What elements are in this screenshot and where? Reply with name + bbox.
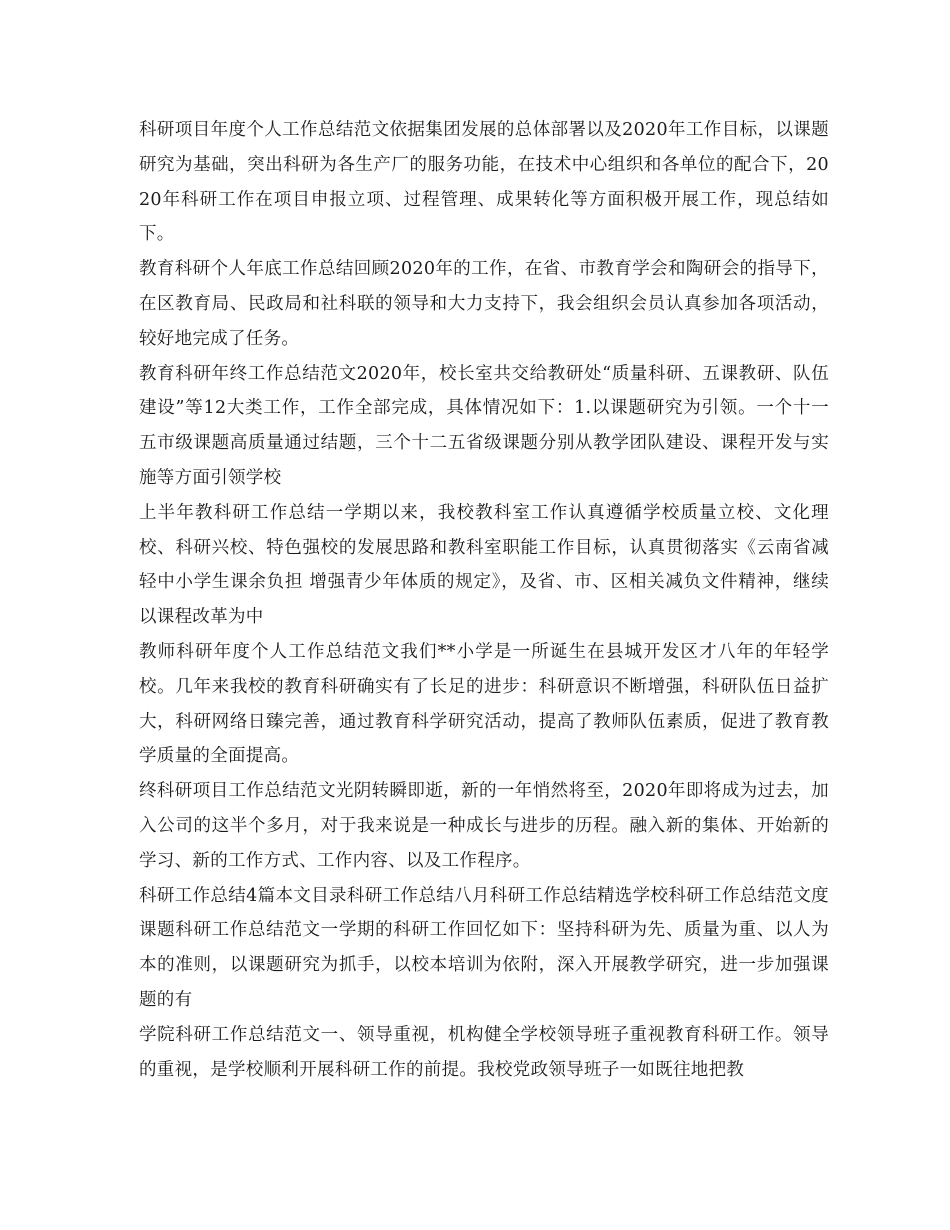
- paragraph-6: 终科研项目工作总结范文光阴转瞬即逝，新的一年悄然将至，2020年即将成为过去，加入公司的这半个多月，对于我来说是一种成长与进步的历程。融入新的集体、开始新的学习、新的工作方式、工作内容、以及工作程序。: [139, 781, 829, 871]
- paragraph-1: 科研项目年度个人工作总结范文依据集团发展的总体部署以及2020年工作目标，以课题研究为基础，突出科研为各生产厂的服务功能，在技术中心组织和各单位的配合下，2020年科研工作在项目申报立项、过程管理、成果转化等方面积极开展工作，现总结如下。: [139, 120, 829, 245]
- paragraph-5: 教师科研年度个人工作总结范文我们**小学是一所诞生在县城开发区才八年的年轻学校。几年来我校的教育科研确实有了长足的进步：科研意识不断增强，科研队伍日益扩大，科研网络日臻完善，通过教育科学研究活动，提高了教师队伍素质，促进了教育教学质量的全面提高。: [139, 641, 829, 767]
- paragraph-2: 教育科研个人年底工作总结回顾2020年的工作，在省、市教育学会和陶研会的指导下，在区教育局、民政局和社科联的领导和大力支持下，我会组织会员认真参加各项活动，较好地完成了任务。: [139, 259, 829, 349]
- paragraph-8: 学院科研工作总结范文一、领导重视，机构健全学校领导班子重视教育科研工作。领导的重视，是学校顺利开展科研工作的前提。我校党政领导班子一如既往地把教: [139, 1024, 829, 1080]
- paragraph-3: 教育科研年终工作总结范文2020年，校长室共交给教研处“质量科研、五课教研、队伍建设”等12大类工作，工作全部完成，具体情况如下：1.以课题研究为引领。一个十一五市级课题高质量通过结题，三个十二五省级课题分别从教学团队建设、课程开发与实施等方面引领学校: [139, 363, 829, 488]
- paragraph-4: 上半年教科研工作总结一学期以来，我校教科室工作认真遵循学校质量立校、文化理校、科研兴校、特色强校的发展思路和教科室职能工作目标，认真贯彻落实《云南省减轻中小学生课余负担 增强青少年体质的规定》，及省、市、区相关减负文件精神，继续以课程改革为中: [139, 502, 829, 628]
- paragraph-7: 科研工作总结4篇本文目录科研工作总结八月科研工作总结精选学校科研工作总结范文度课题科研工作总结范文一学期的科研工作回忆如下：坚持科研为先、质量为重、以人为本的准则，以课题研究为抓手，以校本培训为依附，深入开展教学研究，进一步加强课题的有: [139, 885, 829, 1010]
- document-body: [139, 113, 829, 1087]
